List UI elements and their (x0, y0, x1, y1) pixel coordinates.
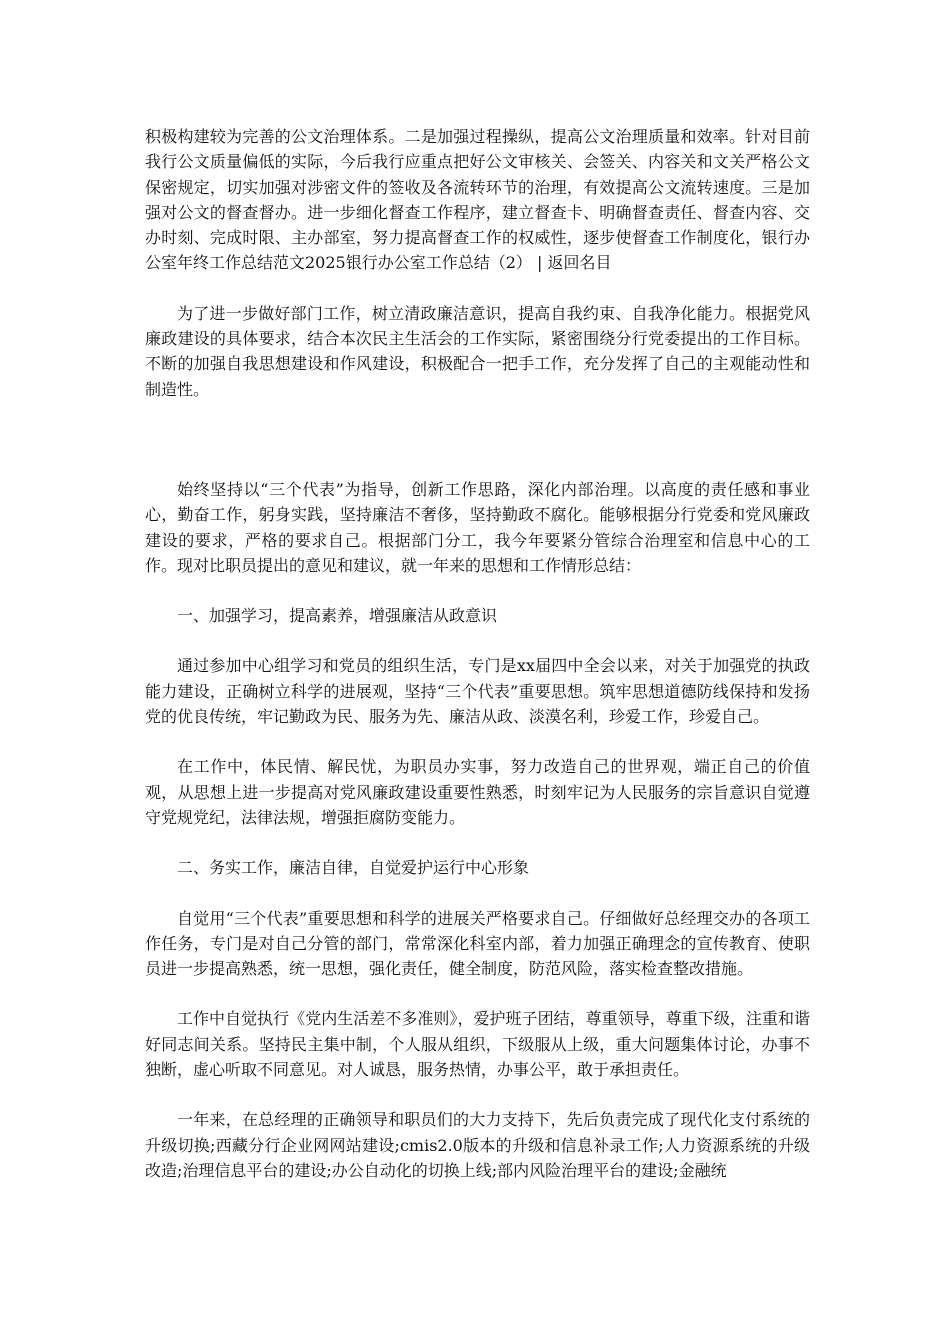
paragraph-overview: 始终坚持以“三个代表”为指导，创新工作思路，深化内部治理。以高度的责任感和事业心，勤奋工作，躬身实践，坚持廉洁不奢侈，坚持勤政不腐化。能够根据分行党委和党风廉政建设的要求，严格的要求自己。根据部门分工，我今年要紧分管综合治理室和信息中心的工作。现对比职员提出的意见和建议，就一年来的思想和工作情形总结： (145, 479, 810, 575)
section-heading-2: 二、务实工作，廉洁自律，自觉爱护运行中心形象 (177, 858, 530, 878)
section-heading-1: 一、加强学习，提高素养，增强廉洁从政意识 (177, 606, 498, 626)
paragraph-party-rules: 工作中自觉执行《党内生活差不多准则》，爱护班子团结，尊重领导，尊重下级，注重和谐好同志间关系。坚持民主集中制，个人服从组织，下级服从上级，重大问题集体讨论，办事不独断，虚心听取不同意见。对人诚恳，服务热情，办事公平，敢于承担责任。 (145, 1009, 810, 1080)
paragraph-study: 通过参加中心组学习和党员的组织生活，专门是xx届四中全会以来，对关于加强党的执政能力建设，正确树立科学的进展观，坚持“三个代表”重要思想。筑牢思想道德防线保持和发扬党的优良传统，牢记勤政为民、服务为先、廉洁从政、淡漠名利，珍爱工作，珍爱自己。 (145, 656, 810, 727)
document-body (145, 124, 810, 1208)
blank-space (145, 427, 810, 477)
paragraph-work-attitude: 在工作中，体民情、解民忧，为职员办实事，努力改造自己的世界观，端正自己的价值观，从思想上进一步提高对党风廉政建设重要性熟悉，时刻牢记为人民服务的宗旨意识自觉遵守党规党纪，法律法规，增强拒腐防变能力。 (145, 757, 810, 827)
paragraph-achievements: 一年来，在总经理的正确领导和职员们的大力支持下，先后负责完成了现代化支付系统的升级切换;西藏分行企业网网站建设;cmis2.0版本的升级和信息补录工作;人力资源系统的升级改造;治理信息平台的建设;办公自动化的切换上线;部内风险治理平台的建设;金融统 (145, 1110, 810, 1180)
paragraph-intro: 为了进一步做好部门工作，树立清政廉洁意识，提高自我约束、自我净化能力。根据党风廉政建设的具体要求，结合本次民主生活会的工作实际，紧密围绕分行党委提出的工作目标。不断的加强自我思想建设和作风建设，积极配合一把手工作，充分发挥了自己的主观能动性和制造性。 (145, 303, 810, 399)
paragraph-continuation: 积极构建较为完善的公文治理体系。二是加强过程操纵，提高公文治理质量和效率。针对目前我行公文质量偏低的实际，今后我行应重点把好公文审核关、会签关、内容关和文关严格公文保密规定，切实加强对涉密文件的签收及各流转环节的治理，有效提高公文流转速度。三是加强对公文的督查督办。进一步细化督查工作程序，建立督查卡、明确督查责任、督查内容、交办时刻、完成时限、主办部室，努力提高督查工作的权威性，逐步使督查工作制度化，银行办公室年终工作总结范文2025银行办公室工作总结（2） | 返回名目 (145, 127, 810, 273)
paragraph-self-discipline: 自觉用“三个代表”重要思想和科学的进展关严格要求自己。仔细做好总经理交办的各项工作任务，专门是对自己分管的部门，常常深化科室内部，着力加强正确理念的宣传教育、使职员进一步提高熟悉，统一思想，强化责任，健全制度，防范风险，落实检查整改措施。 (145, 908, 810, 979)
